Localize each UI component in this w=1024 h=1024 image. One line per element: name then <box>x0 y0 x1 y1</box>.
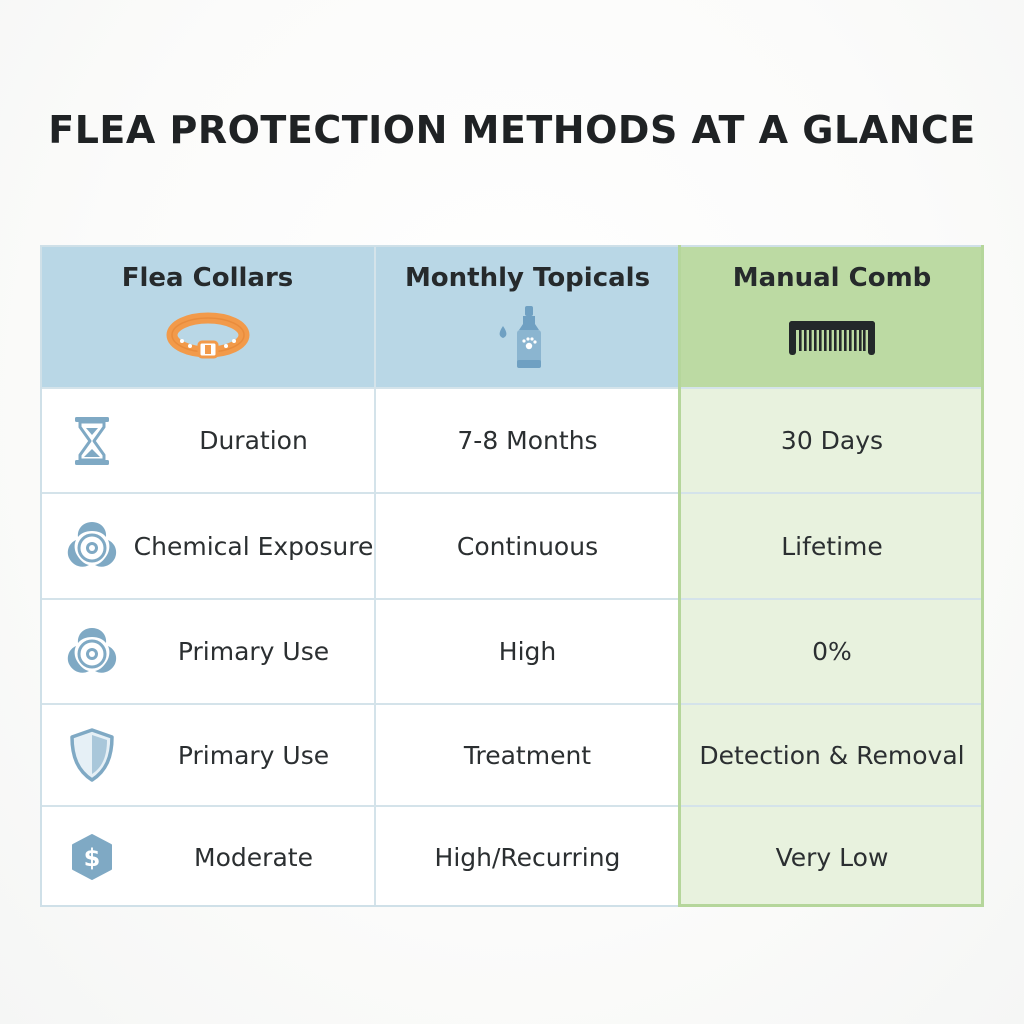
grid-divider <box>374 245 376 907</box>
row-label-text: Duration <box>199 426 308 455</box>
table-cell-comb: Very Low <box>680 807 984 907</box>
row-label-text: Primary Use <box>177 740 330 770</box>
header-label: Flea Collars <box>121 263 294 293</box>
table-cell-topicals: 7-8 Months <box>376 389 679 492</box>
header-manual-comb <box>680 245 984 388</box>
grid-divider <box>678 245 680 907</box>
table-row-label <box>40 600 375 703</box>
table-row-label <box>40 705 375 805</box>
comb-icon <box>787 307 877 367</box>
shield-icon <box>62 725 122 785</box>
page-title: FLEA PROTECTION METHODS AT A GLANCE <box>48 108 976 152</box>
row-label-text: Moderate <box>194 842 313 872</box>
row-label-text: Primary Use <box>177 637 330 666</box>
collar-icon <box>166 307 250 367</box>
comparison-table <box>40 245 984 907</box>
table-cell-topicals: High <box>376 600 679 703</box>
table-cell-comb: Detection & Removal <box>680 705 984 805</box>
table-row-label <box>40 389 375 492</box>
table-cell-topicals: Treatment <box>376 705 679 805</box>
grid-divider <box>40 598 984 600</box>
grid-divider <box>40 703 984 705</box>
biohazard-icon <box>62 516 122 576</box>
biohazard-icon <box>62 622 122 682</box>
table-cell-comb: Lifetime <box>680 494 984 598</box>
header-label: Monthly Topicals <box>404 263 651 293</box>
header-flea-collars <box>40 245 375 388</box>
hourglass-icon <box>62 411 122 471</box>
table-cell-topicals: High/Recurring <box>376 807 679 907</box>
table-row-label <box>40 807 375 907</box>
grid-divider <box>40 805 984 807</box>
topical-bottle-icon <box>493 307 563 367</box>
table-cell-topicals: Continuous <box>376 494 679 598</box>
table-cell-comb: 0% <box>680 600 984 703</box>
row-label-text: Chemical Exposure <box>133 531 374 561</box>
dollar-icon <box>62 827 122 887</box>
svg-text:$: $ <box>83 844 101 872</box>
table-row-label <box>40 494 375 598</box>
table-cell-comb: 30 Days <box>680 389 984 492</box>
grid-divider <box>40 492 984 494</box>
header-label: Manual Comb <box>732 263 932 293</box>
grid-divider <box>40 387 984 389</box>
header-monthly-topicals <box>376 245 679 388</box>
